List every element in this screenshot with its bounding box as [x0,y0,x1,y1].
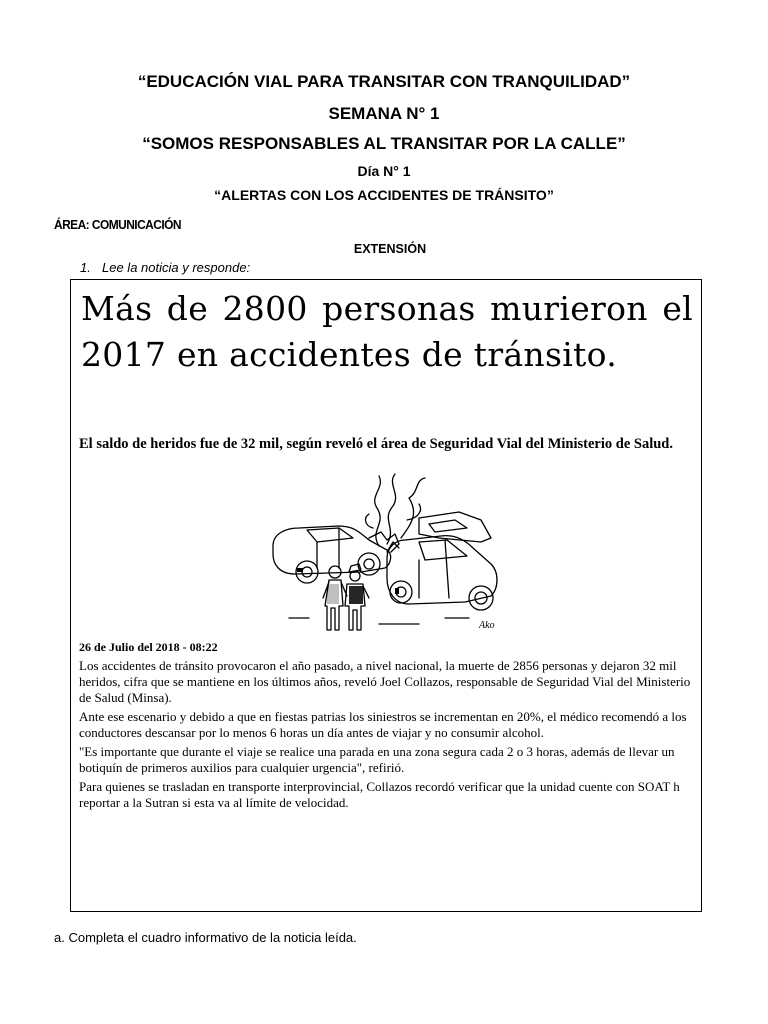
car-crash-illustration [269,468,509,640]
subject-area: ÁREA: COMUNICACIÓN [54,217,181,232]
week-label: SEMANA N° 1 [328,104,440,123]
document-title: “EDUCACIÓN VIAL PARA TRANSITAR CON TRANQUILIDAD” [137,72,631,91]
instruction-number: 1. [80,260,91,275]
day-label: Día N° 1 [357,163,411,179]
news-subheadline: El saldo de heridos fue de 32 mil, según reveló el área de Seguridad Vial del Ministerio de Salud. [79,436,673,452]
week-title: “SOMOS RESPONSABLES AL TRANSITAR POR LA CALLE” [142,134,626,153]
question-a: a. Completa el cuadro informativo de la noticia leída. [54,930,357,945]
news-paragraph: Ante ese escenario y debido a que en fiestas patrias los siniestros se incrementan en 20%, el médico recomendó a los conductores descansar por lo menos 6 horas un día antes de viajar y no consumir alcohol. [79,709,687,740]
news-headline: Más de 2800 personas murieron el 2017 en accidentes de tránsito. [81,289,693,374]
illustration-signature: Ako [479,620,495,631]
news-body [79,658,694,814]
section-label: EXTENSIÓN [353,242,427,256]
news-paragraph: Los accidentes de tránsito provocaron el año pasado, a nivel nacional, la muerte de 2856 personas y dejaron 32 mil heridos, cifra que se mantiene en los últimos años, reveló Joel Collazos, responsable de Seguridad Vial del Ministerio de Salud (Minsa). [79,658,691,705]
instruction-text: Lee la noticia y responde: [102,260,251,275]
news-dateline: 26 de Julio del 2018 - 08:22 [79,640,218,654]
news-paragraph: Para quienes se trasladan en transporte interprovincial, Collazos recordó verificar que la unidad cuente con SOAT h reportar a la Sutran si esta va al límite de velocidad. [79,779,680,810]
day-title: “ALERTAS CON LOS ACCIDENTES DE TRÁNSITO” [214,187,554,203]
news-paragraph: "Es importante que durante el viaje se realice una parada en una zona segura cada 2 o 3 horas, además de llevar un botiquín de primeros auxilios para cualquier urgencia", refirió. [79,744,675,775]
news-box [70,279,702,912]
instruction [80,260,250,275]
